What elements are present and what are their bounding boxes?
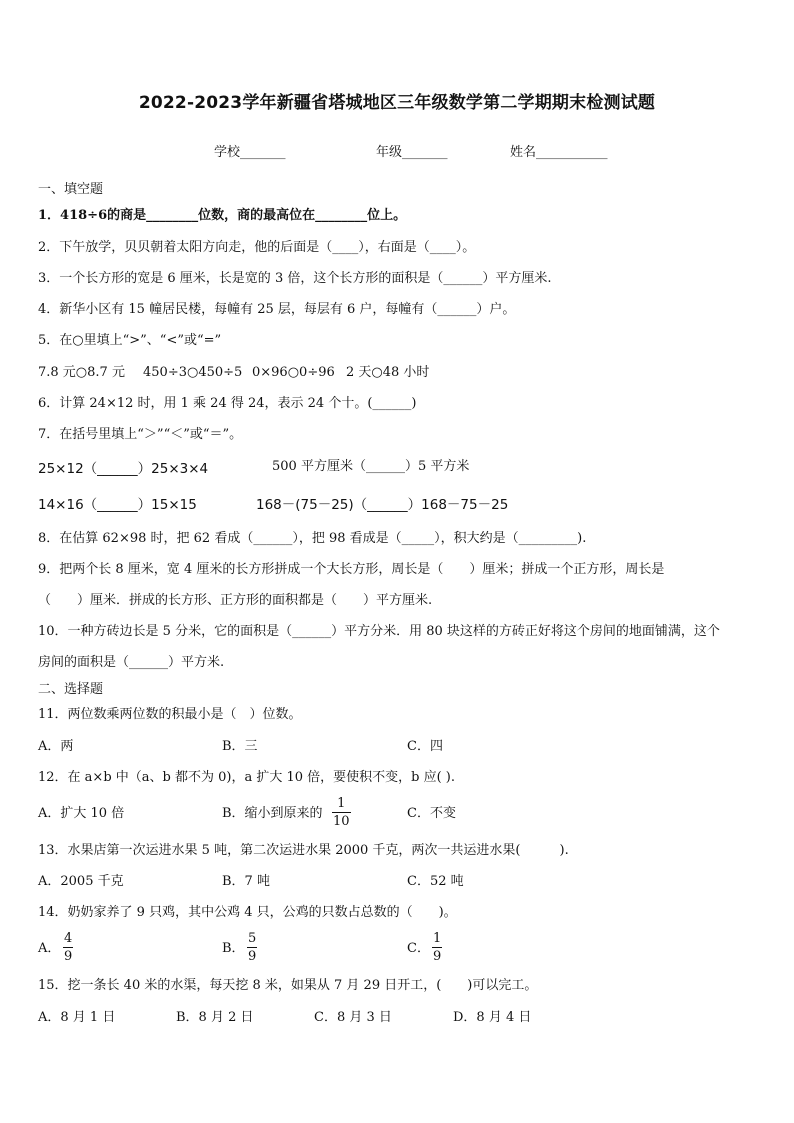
q15-option-d: D．8 月 4 日 [453,1010,532,1025]
question-8: 8．在估算 62×98 时，把 62 看成（______），把 98 看成是（_____），积大约是（_________). [38,531,587,546]
q12-option-c: C．不变 [407,806,456,821]
section-multiple-choice: 二、选择题 [38,682,104,697]
q14-option-b: B． [222,941,245,956]
q14-fraction-c [432,931,442,964]
question-10-line-1: 10．一种方砖边长是 5 分米，它的面积是（______）平方分米．用 80 块这样的方砖正好将这个房间的地面铺满，这个 [38,624,720,639]
q7-item-3: 14×16（______）15×15 [38,497,197,513]
q14-c-numerator: 1 [433,931,442,946]
question-1: 1．418÷6的商是________位数，商的最高位在________位上。 [38,208,407,223]
q14-a-numerator: 4 [64,931,73,946]
q14-option-c: C． [407,941,430,956]
q11-option-c: C．四 [407,739,443,754]
question-11: 11．两位数乘两位数的积最小是（ ）位数。 [38,707,302,722]
question-14: 14．奶奶家养了 9 只鸡，其中公鸡 4 只，公鸡的只数占总数的（ )。 [38,905,457,920]
q13-option-b: B．7 吨 [222,874,270,889]
question-6: 6．计算 24×12 时，用 1 乘 24 得 24，表示 24 个十。(______) [38,396,417,411]
q12-fraction [332,796,351,829]
fraction-bar [332,812,351,813]
q12-fraction-denominator: 10 [333,814,350,829]
q14-b-numerator: 5 [248,931,257,946]
question-10-line-2: 房间的面积是（______）平方米. [38,655,225,670]
q13-option-c: C．52 吨 [407,874,464,889]
grade-field: 年级_______ [376,145,448,160]
q15-option-a: A．8 月 1 日 [38,1010,116,1025]
q14-c-denominator: 9 [433,949,442,964]
fraction-bar [63,947,73,948]
q11-option-a: A．两 [38,739,74,754]
q13-option-a: A．2005 千克 [38,874,124,889]
q12-option-a: A．扩大 10 倍 [38,806,125,821]
fraction-bar [247,947,257,948]
q12-option-b: B．缩小到原来的 [222,806,323,821]
q7-item-4: 168－(75－25)（______）168－75－25 [256,497,509,513]
question-2: 2．下午放学，贝贝朝着太阳方向走，他的后面是（____），右面是（____）。 [38,240,476,255]
q5-item-4: 2 天○48 小时 [346,365,430,380]
q15-option-c: C．8 月 3 日 [314,1010,392,1025]
q14-b-denominator: 9 [248,949,257,964]
q15-option-b: B．8 月 2 日 [176,1010,254,1025]
question-13: 13．水果店第一次运进水果 5 吨，第二次运进水果 2000 千克，两次一共运进水果( ). [38,843,569,858]
q14-a-denominator: 9 [64,949,73,964]
question-4: 4．新华小区有 15 幢居民楼，每幢有 25 层，每层有 6 户，每幢有（______）户。 [38,302,516,317]
question-7: 7．在括号里填上“＞”“＜”或“＝”。 [38,427,243,442]
question-9-line-2: （ ）厘米．拼成的长方形、正方形的面积都是（ ）平方厘米. [38,593,433,608]
q5-item-1: 7.8 元○8.7 元 [38,365,125,380]
q5-item-2: 450÷3○450÷5 [143,365,243,380]
question-12: 12．在 a×b 中（a、b 都不为 0)，a 扩大 10 倍，要使积不变，b 应( ). [38,770,456,785]
section-fill-blank: 一、填空题 [38,182,104,197]
q11-option-b: B．三 [222,739,258,754]
question-3: 3．一个长方形的宽是 6 厘米，长是宽的 3 倍，这个长方形的面积是（______）平方厘米. [38,271,552,286]
q7-item-1: 25×12（______）25×3×4 [38,461,209,477]
q5-item-3: 0×96○0÷96 [252,365,335,380]
school-field: 学校_______ [214,145,286,160]
question-9-line-1: 9．把两个长 8 厘米，宽 4 厘米的长方形拼成一个大长方形，周长是（ ）厘米；拼成一个正方形，周长是 [38,562,665,577]
name-field: 姓名___________ [510,145,608,160]
question-5: 5．在○里填上“>”、“<”或“=” [38,333,222,348]
q14-option-a: A． [38,941,61,956]
q7-item-2: 500 平方厘米（______）5 平方米 [272,459,470,474]
fraction-bar [432,947,442,948]
question-15: 15．挖一条长 40 米的水渠，每天挖 8 米，如果从 7 月 29 日开工，( )可以完工。 [38,978,538,993]
q12-fraction-numerator: 1 [337,796,346,811]
q14-fraction-a [63,931,73,964]
q14-fraction-b [247,931,257,964]
exam-title: 2022-2023学年新疆省塔城地区三年级数学第二学期期末检测试题 [138,93,656,113]
